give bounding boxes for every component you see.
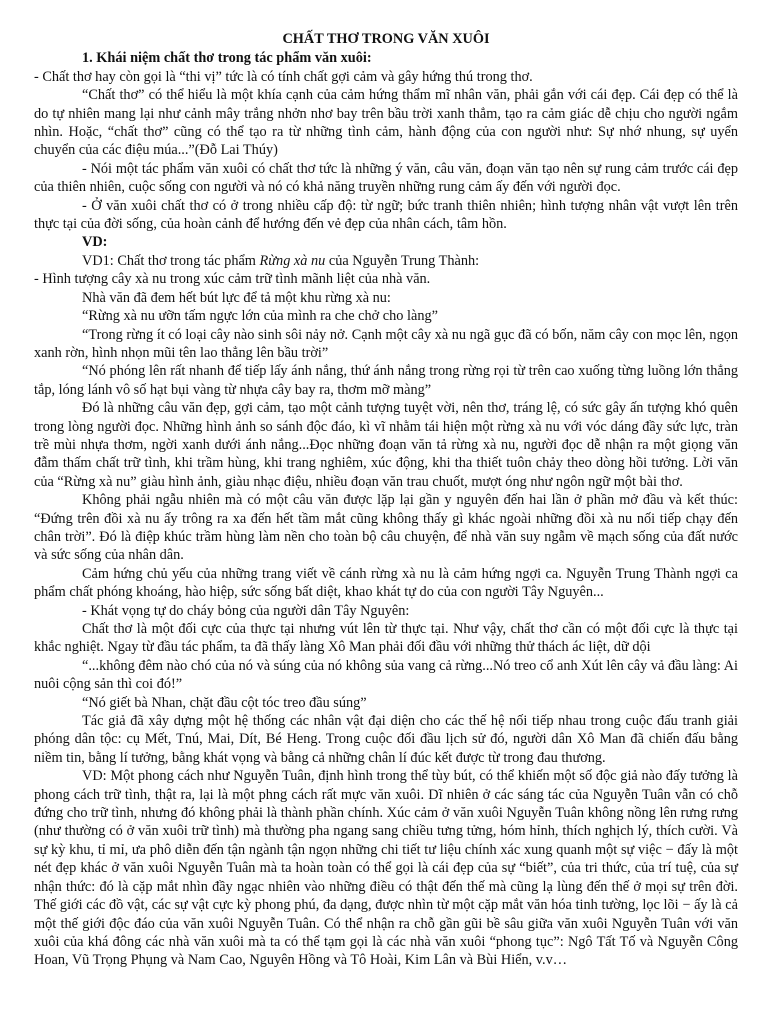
- paragraph: “Chất thơ” có thể hiểu là một khía cạnh của cảm hứng thẩm mĩ nhân văn, phải gắn với cái đẹp. Cái đẹp có thể là do tự nhiên mang lại như cảnh mây trắng nhởn nhơ bay trên bầu trời xanh thẳm, tạo ra cảm giác dễ chịu cho người ngắm nhìn. Hoặc, “chất thơ” cũng có thể tạo ra từ những tình cảm, hành động của con người như: Sự nhớ nhung, sự uyển chuyển của các điệu múa...”(Đỗ Lai Thúy): [34, 87, 738, 159]
- paragraph: “Trong rừng ít có loại cây nào sinh sôi nảy nở. Cạnh một cây xà nu ngã gục đã có bốn, năm cây con mọc lên, ngọn xanh rờn, hình nhọn mũi tên lao thẳng lên bầu trời”: [34, 326, 739, 361]
- paragraph: “...không đêm nào chó của nó và súng của nó không sủa vang cả rừng...Nó treo cổ anh Xút lên cây vả đầu làng: Ai nuôi cộng sản thì coi đó!”: [34, 657, 738, 693]
- paragraph: “Nó giết bà Nhan, chặt đầu cột tóc treo đầu súng”: [82, 694, 367, 711]
- paragraph: - Khát vọng tự do cháy bỏng của người dân Tây Nguyên:: [82, 602, 410, 619]
- paragraph: [34, 252, 738, 270]
- paragraph: “Nó phóng lên rất nhanh để tiếp lấy ánh nắng, thứ ánh nắng trong rừng rọi từ trên cao xuống từng luồng lớn thẳng tắp, lóng lánh vô số hạt bụi vàng từ nhựa cây bay ra, thơm mỡ màng”: [34, 363, 738, 398]
- work-title: Rừng xà nu: [259, 252, 326, 269]
- paragraph: Nhà văn đã đem hết bút lực để tả một khu rừng xà nu:: [82, 289, 391, 306]
- paragraph: - Hình tượng cây xà nu trong xúc cảm trữ tình mãnh liệt của nhà văn.: [34, 271, 431, 288]
- document-body: [34, 49, 738, 969]
- paragraph: 1. Khái niệm chất thơ trong tác phẩm văn xuôi:: [82, 50, 372, 67]
- paragraph: VD:: [82, 234, 108, 251]
- paragraph-text: của Nguyễn Trung Thành:: [325, 252, 480, 269]
- paragraph: “Rừng xà nu ưỡn tấm ngực lớn của mình ra che chở cho làng”: [82, 308, 438, 325]
- paragraph: Không phải ngẫu nhiên mà có một câu văn được lặp lại gần y nguyên đến hai lần ở phần mở đầu và kết thúc: “Đứng trên đồi xà nu ấy trông ra xa đến hết tầm mắt cũng không thấy gì khác ngoài những đồi xà nu nối tiếp chạy đến chân trời”. Đó là điệp khúc trầm hùng làm nền cho toàn bộ câu chuyện, để nhà văn suy ngẫm về mạch sống của đất nước và sức sống của nhân dân.: [34, 492, 738, 564]
- document-title: CHẤT THƠ TRONG VĂN XUÔI: [282, 31, 490, 47]
- paragraph: - Chất thơ hay còn gọi là “thi vị” tức là có tính chất gợi cảm và gây hứng thú trong thơ.: [34, 68, 533, 85]
- paragraph: - Ở văn xuôi chất thơ có ở trong nhiều cấp độ: từ ngữ; bức tranh thiên nhiên; hình tượng nhân vật vượt lên trên thực tại của đời sống, của hoàn cảnh để hướng đến vẻ đẹp của nhân cách, tâm hồn.: [34, 197, 738, 233]
- paragraph-text: VD1: Chất thơ trong tác phẩm: [82, 252, 260, 269]
- paragraph: Chất thơ là một đối cực của thực tại nhưng vút lên từ thực tại. Như vậy, chất thơ cần có một đối cực là thực tại khắc nghiệt. Ngay từ đầu tác phẩm, ta đã thấy làng Xô Man phải đối đầu với những thử thách ác liệt, dữ dội: [34, 621, 738, 656]
- paragraph: VD: Một phong cách như Nguyễn Tuân, định hình trong thể tùy bút, có thể khiến một số độc giả nào đấy tưởng là phong cách trữ tình, thật ra, lại là một phng cách rất mực văn xuôi. Dĩ nhiên ở các sáng tác của Nguyễn Tuân vẫn có chỗ đứng cho trữ tình, nhưng đó không phải là thành phần chính. Xúc cảm ở văn xuôi Nguyễn Tuân không nồng lên rưng rưng (như thường có ở văn xuôi trữ tình) mà thường pha ngang sang chiều tưng tửng, hóm hỉnh, thích nghịch lý, thích cười. Và sự kỳ khu, tỉ mỉ, ưa phô diễn đến tận ngành tận ngọn những chi tiết tư liệu chính xác xung quanh một sự việc − đấy là một nét đẹp khác ở văn xuôi Nguyễn Tuân mà ta hoàn toàn có thể gọi là cái đẹp của sự “biết”, của tri thức, của trí tuệ, của sự nhận thức: đó là cặp mắt nhìn đầy ngạc nhiên vào những điều có thật đến thế mà cũng lạ lùng đến thế ở mọi sự trên đời. Thế giới các đồ vật, các sự vật cực kỳ phong phú, đa dạng, được nhìn từ một cặp mắt văn hóa tinh tường, lọc lõi − ấy là cả một thế giới độc đáo của văn xuôi Nguyễn Tuân. Có thể nhận ra chỗ gần gũi bề sâu giữa văn xuôi Nguyễn Tuân với văn xuôi của khá đông các nhà văn xuôi mà ta có thể tạm gọi là các nhà văn xuôi “phong tục”: Ngô Tất Tố và Nguyễn Công Hoan, Vũ Trọng Phụng và Nam Cao, Nguyên Hồng và Tô Hoài, Kim Lân và Bùi Hiển, v.v…: [34, 768, 738, 969]
- paragraph: - Nói một tác phẩm văn xuôi có chất thơ tức là những ý văn, câu văn, đoạn văn tạo nên sự rung cảm trước cái đẹp của thiên nhiên, cuộc sống con người và nó có khả năng truyền những rung cảm ấy đến với người đọc.: [34, 160, 738, 196]
- paragraph: Tác giả đã xây dựng một hệ thống các nhân vật đại diện cho các thế hệ nối tiếp nhau trong cuộc đấu tranh giải phóng dân tộc: cụ Mết, Tnú, Mai, Dít, Bé Heng. Trong cuộc đối đầu lịch sử đó, người dân Xô Man đã chiến đấu bằng niềm tin, bằng lí tưởng, bằng khát vọng và bằng cả những chân lí đúc kết được từ trong đau thương.: [34, 713, 738, 766]
- paragraph: Đó là những câu văn đẹp, gợi cảm, tạo một cảnh tượng tuyệt vời, nên thơ, tráng lệ, có sức gây ấn tượng khó quên trong lòng người đọc. Những hình ảnh so sánh độc đáo, kì vĩ nhằm tái hiện một rừng xà nu với vóc dáng đầy sức lực, tràn trề mùi nhựa thơm, ngời xanh dưới ánh nắng...Đọc những đoạn văn tả rừng xà nu, người đọc dễ nhận ra một giọng văn đẫm thấm chất trữ tình, khi trầm hùng, khi trang nghiêm, xúc động, khi tha thiết tuôn chảy theo dòng hồi tưởng. Lời văn của “Rừng xà nu” giàu hình ảnh, giàu nhạc điệu, nhiều đoạn văn trau chuốt, mượt óng như ngôn ngữ một bài thơ.: [34, 400, 738, 490]
- paragraph: Cảm hứng chủ yếu của những trang viết về cánh rừng xà nu là cảm hứng ngợi ca. Nguyễn Trung Thành ngợi ca phẩm chất phóng khoáng, hào hiệp, sức sống bất diệt, khao khát tự do của con người Tây Nguyên...: [34, 565, 738, 601]
